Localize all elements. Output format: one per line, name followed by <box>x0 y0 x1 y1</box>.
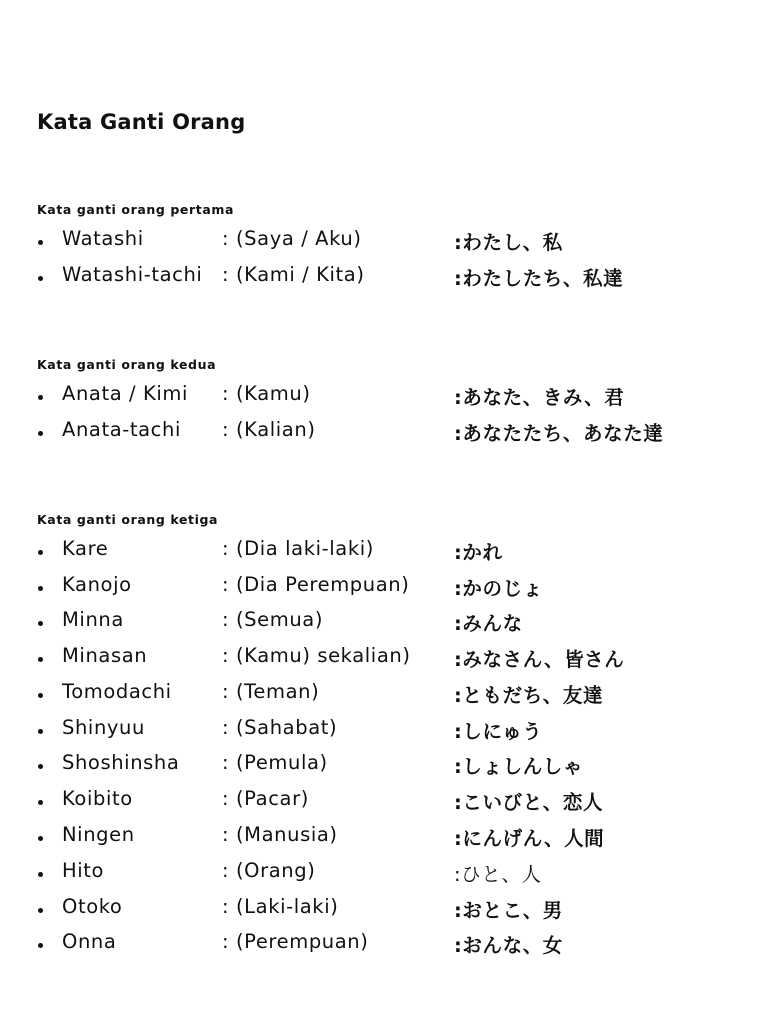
meaning: : (Kamu) sekalian) <box>222 644 411 667</box>
meaning: : (Sahabat) <box>222 716 338 739</box>
term: Otoko <box>62 895 123 918</box>
term: Ningen <box>62 823 135 846</box>
meaning: : (Pacar) <box>222 787 309 810</box>
list-item <box>0 608 768 644</box>
list-item <box>0 644 768 680</box>
term: Koibito <box>62 787 133 810</box>
bullet-icon <box>38 908 43 913</box>
section-heading: Kata ganti orang ketiga <box>37 512 219 527</box>
meaning: : (Kalian) <box>222 418 316 441</box>
section-heading: Kata ganti orang pertama <box>37 202 235 217</box>
meaning: : (Kami / Kita) <box>222 263 365 286</box>
term: Onna <box>62 930 117 953</box>
term: Shinyuu <box>62 716 145 739</box>
term: Watashi-tachi <box>62 263 203 286</box>
japanese-text: :ひと、人 <box>454 863 542 886</box>
list-item <box>0 751 768 787</box>
list-item <box>0 895 768 931</box>
meaning: : (Laki-laki) <box>222 895 339 918</box>
meaning: : (Perempuan) <box>222 930 369 953</box>
japanese-text: :おんな、女 <box>454 934 563 957</box>
page-title: Kata Ganti Orang <box>37 110 246 134</box>
japanese-text: :しょしんしゃ <box>454 755 583 778</box>
list-item <box>0 382 768 418</box>
list-item <box>0 823 768 859</box>
bullet-icon <box>38 657 43 662</box>
list-item <box>0 930 768 966</box>
japanese-text: :あなた、きみ、君 <box>454 386 625 409</box>
term: Anata-tachi <box>62 418 181 441</box>
meaning: : (Saya / Aku) <box>222 227 362 250</box>
term: Shoshinsha <box>62 751 180 774</box>
list-item <box>0 227 768 263</box>
term: Tomodachi <box>62 680 172 703</box>
japanese-text: :にんげん、人間 <box>454 827 605 850</box>
term: Anata / Kimi <box>62 382 189 405</box>
term: Kare <box>62 537 109 560</box>
bullet-icon <box>38 693 43 698</box>
list-item <box>0 573 768 609</box>
list-item <box>0 418 768 454</box>
japanese-text: :あなたたち、あなた達 <box>454 422 664 445</box>
term: Minasan <box>62 644 148 667</box>
japanese-text: :みんな <box>454 612 523 635</box>
bullet-icon <box>38 872 43 877</box>
bullet-icon <box>38 431 43 436</box>
bullet-icon <box>38 240 43 245</box>
meaning: : (Dia laki-laki) <box>222 537 374 560</box>
japanese-text: :しにゅう <box>454 720 543 743</box>
meaning: : (Semua) <box>222 608 324 631</box>
list-item <box>0 859 768 895</box>
list-item <box>0 716 768 752</box>
list-item <box>0 537 768 573</box>
section-heading: Kata ganti orang kedua <box>37 357 217 372</box>
japanese-text: :かれ <box>454 541 503 564</box>
term: Hito <box>62 859 105 882</box>
japanese-text: :こいびと、恋人 <box>454 791 604 814</box>
list-item <box>0 263 768 299</box>
bullet-icon <box>38 395 43 400</box>
bullet-icon <box>38 276 43 281</box>
meaning: : (Kamu) <box>222 382 311 405</box>
meaning: : (Teman) <box>222 680 320 703</box>
bullet-icon <box>38 729 43 734</box>
bullet-icon <box>38 800 43 805</box>
bullet-icon <box>38 764 43 769</box>
bullet-icon <box>38 621 43 626</box>
bullet-icon <box>38 836 43 841</box>
term: Watashi <box>62 227 144 250</box>
bullet-icon <box>38 943 43 948</box>
term: Kanojo <box>62 573 132 596</box>
japanese-text: :かのじょ <box>454 577 543 600</box>
japanese-text: :おとこ、男 <box>454 899 563 922</box>
japanese-text: :ともだち、友達 <box>454 684 604 707</box>
japanese-text: :わたし、私 <box>454 231 563 254</box>
meaning: : (Orang) <box>222 859 316 882</box>
list-item <box>0 787 768 823</box>
term: Minna <box>62 608 124 631</box>
meaning: : (Manusia) <box>222 823 338 846</box>
meaning: : (Dia Perempuan) <box>222 573 410 596</box>
japanese-text: :みなさん、皆さん <box>454 648 625 671</box>
japanese-text: :わたしたち、私達 <box>454 267 624 290</box>
meaning: : (Pemula) <box>222 751 328 774</box>
bullet-icon <box>38 586 43 591</box>
bullet-icon <box>38 550 43 555</box>
list-item <box>0 680 768 716</box>
